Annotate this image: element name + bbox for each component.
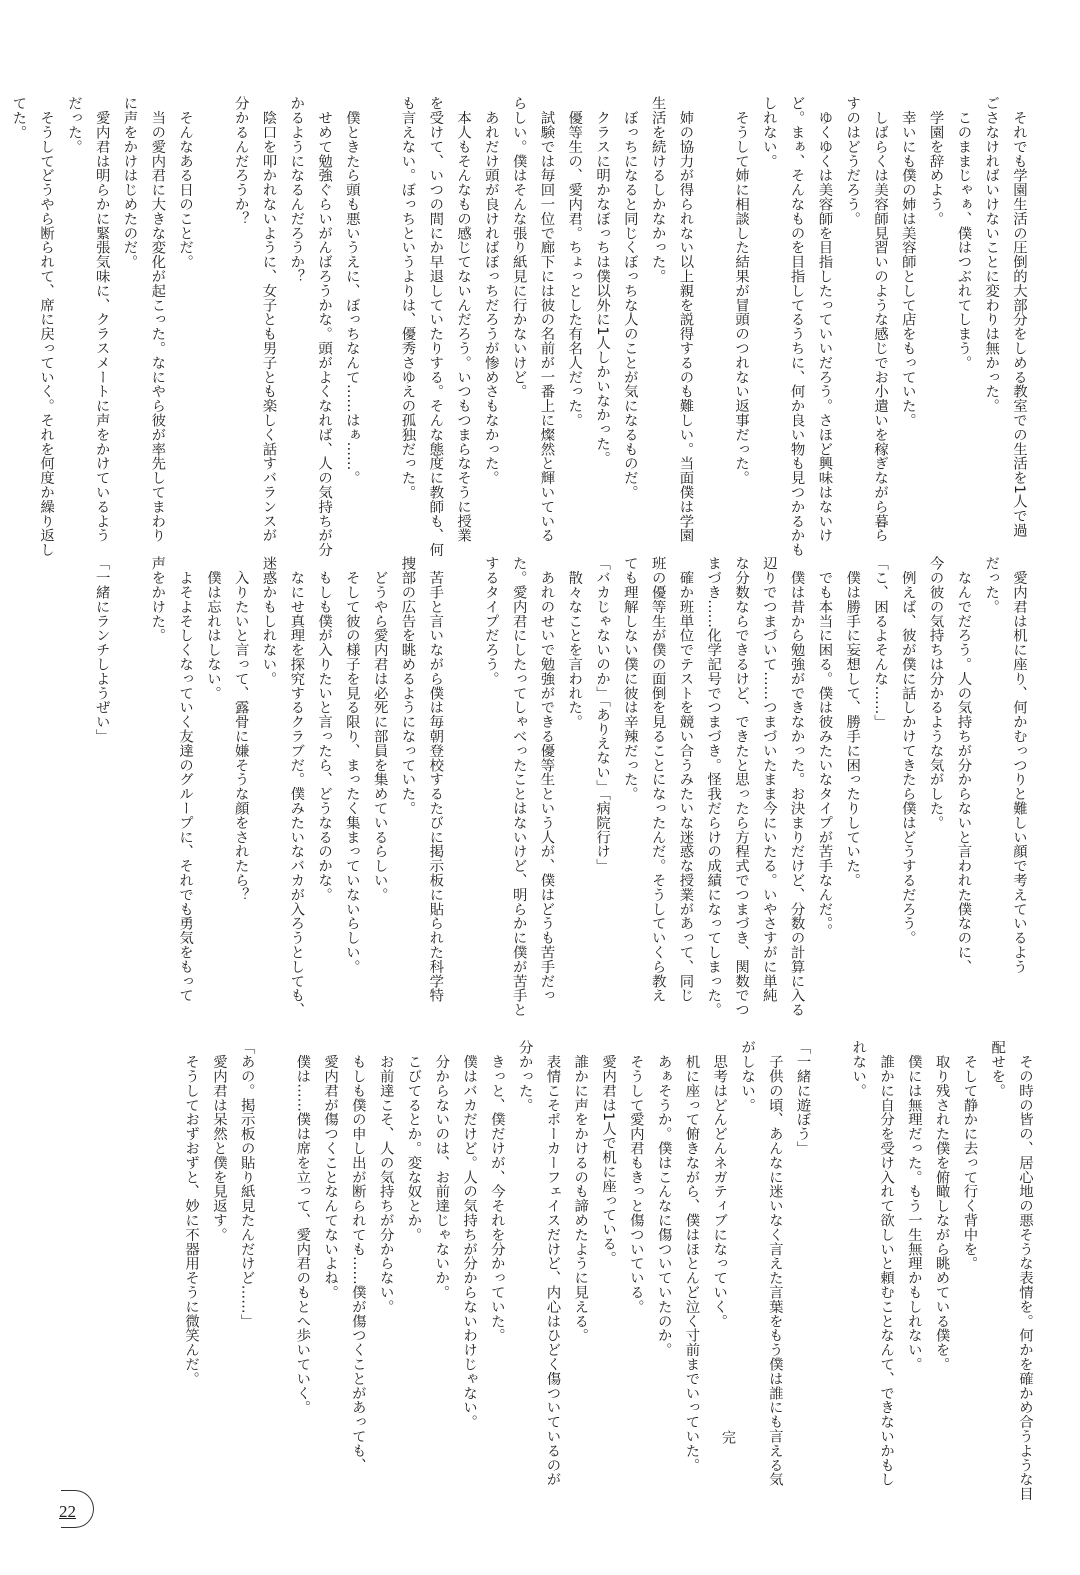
text-line: を受けて、いつの間にか早退していたりする。そんな態度に教師も、何	[427, 96, 444, 557]
text-line	[365, 96, 393, 536]
text-line: なんでだろう。人の気持ちが分からないと言われた僕なのに、	[955, 556, 972, 974]
text-line: きっと、僕だけが、今それを分かっていた。	[488, 1040, 505, 1343]
text-line: 学園を辞めよう。	[927, 96, 944, 226]
text-line: もしも僕の申し出が断られても……僕が傷つくことがあっても、	[349, 1040, 366, 1472]
text-line: 生活を続けるしかなかった。	[649, 96, 666, 284]
text-line: も言えない。ぼっちというよりは、優秀さゆえの孤独だった。	[399, 96, 416, 500]
text-line	[198, 96, 226, 536]
text-line: どうやら愛内君は必死に部員を集めているらしい。	[371, 556, 388, 902]
text-line: そうして愛内君もきっと傷ついている。	[627, 1040, 644, 1314]
text-line: がしない。	[739, 1040, 756, 1112]
text-line: このままじゃぁ、僕はつぶれてしまう。	[955, 96, 972, 370]
text-line: 愛内君は1人で机に座っている。	[600, 1040, 617, 1266]
text-line: その時の皆の、居心地の悪そうな表情を。何かを確かめ合うような目	[1017, 1040, 1033, 1501]
text-line: 思考はどんどんネガティブになっていく。	[711, 1040, 728, 1328]
text-line: 取り残された僕を俯瞰しながら眺めている僕を。	[933, 1040, 950, 1372]
text-line: 当の愛内君に大きな変化が起こった。なにやら彼が率先してまわり	[149, 96, 166, 543]
text-line: 愛内君は明らかに緊張気味に、クラスメートに声をかけているよう	[93, 96, 110, 543]
text-line: それでも学園生活の圧倒的大部分をしめる教室での生活を1人で過	[1011, 96, 1027, 538]
text-line: ぼっちになると同じくぼっちな人のことが気になるものだ。	[621, 96, 638, 500]
text-line: ごさなければいけないことに変わりは無かった。	[983, 96, 1000, 413]
text-line: かるようになるんだろうか？	[288, 96, 305, 284]
text-line: するタイプだろう。	[482, 556, 499, 686]
text-line: 辺りでつまづいて……つまづいたまま今にいたる。いやさすがに単純	[760, 556, 777, 1003]
text-line: 声をかけた。	[149, 556, 166, 643]
text-line: 「一緒に遊ぼう」	[794, 1040, 811, 1156]
text-line: 僕は忘れはしない。	[204, 556, 221, 700]
text-line: 今の彼の気持ちは分かるような気がした。	[927, 556, 944, 830]
text-line: 愛内君は机に座り、何かむっつりと難しい顔で考えているよう	[1011, 556, 1027, 974]
text-line: 「こ、困るよそんな……」	[872, 556, 889, 729]
text-line: 「一緒にランチしようぜい」	[93, 556, 110, 744]
text-line: せめて勉強ぐらいがんばろうかな。頭がよくなれば、人の気持ちが分	[316, 96, 333, 557]
text-line: 表情こそポーカーフェイスだけど、内心はひどく傷ついているのが	[544, 1040, 561, 1487]
text-line: 僕は……僕は席を立って、愛内君のもとへ歩いていく。	[294, 1040, 311, 1415]
text-line: 「バカじゃないのか」「ありえない」「病院行け」	[594, 556, 611, 873]
text-line: クラスに明かなぼっちは僕以外に1人しかいなかった。	[594, 96, 611, 466]
text-line: 例えば、彼が僕に話しかけてきたら僕はどうするだろう。	[899, 556, 916, 945]
text-line: そして彼の様子を見る限り、まったく集まっていないらしい。	[343, 556, 360, 974]
text-line: ゆくゆくは美容師を目指したっていいだろう。さほど興味はないけ	[816, 96, 833, 543]
text-block-middle	[87, 556, 1032, 1016]
page-number-text: 22	[59, 1502, 76, 1521]
text-line	[448, 556, 476, 1016]
text-line: しばらくは美容師見習いのような感じでお小遣いを稼ぎながら暮ら	[872, 96, 889, 543]
text-line: そうしてどうやら断られて、席に戻っていく。それを何度か繰り返し	[38, 96, 55, 557]
text-line: 姉の協力が得られない以上親を説得するのも難しい。当面僕は学園	[677, 96, 694, 543]
text-line: 子供の頃、あんなに迷いなく言えた言葉をもう僕は誰にも言える気	[766, 1040, 783, 1487]
text-line: 誰かに声をかけるのも諦めたように見える。	[572, 1040, 589, 1343]
text-line: そして静かに去って行く背中を。	[961, 1040, 978, 1271]
text-line	[115, 556, 143, 1016]
text-line	[816, 1040, 844, 1410]
text-line: しれない。	[760, 96, 777, 168]
text-line: 確か班単位でテストを競い合うみたいな迷惑な授業があって、同じ	[677, 556, 694, 1003]
text-line: よそよそしくなっていく友達のグループに、それでも勇気をもって	[177, 556, 194, 1003]
text-line: あれだけ頭が良ければぼっちだろうが惨めさもなかった。	[482, 96, 499, 485]
text-line: もしも僕が入りたいと言ったら、どうなるのかな。	[316, 556, 333, 902]
text-line: 試験では毎回一位で廊下には彼の名前が一番上に燦然と輝いている	[538, 96, 555, 543]
text-line: 本人もそんなもの感じてないんだろう。いつもつまらなそうに授業	[455, 96, 472, 543]
text-line: 机に座って俯きながら、僕はほとんど泣く寸前までいっていた。	[683, 1040, 700, 1472]
text-line: そんなある日のことだ。	[177, 96, 194, 269]
text-line: あれのせいで勉強ができる優等生という人が、僕はどうも苦手だっ	[538, 556, 555, 1003]
text-line: あぁそうか。僕はこんなに傷ついていたのか。	[655, 1040, 672, 1357]
text-line: まづき……化学記号でつまづき。怪我だらけの成績になってしまった。	[705, 556, 722, 1017]
text-line: だった。	[983, 556, 1000, 614]
text-line	[698, 96, 726, 536]
text-line: てた。	[10, 96, 27, 140]
text-line: そうして姉に相談した結果が冒頭のつれない返事だった。	[733, 96, 750, 485]
text-line: でも本当に困る。僕は彼みたいなタイプが苦手なんだ。。	[816, 556, 833, 938]
text-line: お前達こそ、人の気持ちが分からない。	[377, 1040, 394, 1314]
text-line: に声をかけはじめたのだ。	[121, 96, 138, 269]
text-line: 愛内君が傷つくことなんてないよね。	[322, 1040, 339, 1300]
text-line: 僕ときたら頭も悪いうえに、ぼっちなんて……はぁ……。	[343, 96, 360, 485]
text-line: 誰かに自分を受け入れて欲しいと頼むことなんて、できないかもし	[878, 1040, 895, 1487]
text-line: ど。まぁ、そんなものを目指してるうちに、何か良い物も見つかるかも	[788, 96, 805, 557]
text-line: 僕には無理だった。もう一生無理かもしれない。	[905, 1040, 922, 1372]
text-line: 迷惑かもしれない。	[260, 556, 277, 686]
text-line: 班の優等生が僕の面倒を見ることになったんだ。そうしていくら教え	[649, 556, 666, 1003]
text-line: だった。	[65, 96, 82, 154]
text-line	[260, 1040, 288, 1410]
text-line: ても理解しない僕に彼は辛辣だった。	[621, 556, 638, 801]
text-line: すのはどうだろう。	[844, 96, 861, 226]
text-line: こびてるとか。変な奴とか。	[405, 1040, 422, 1242]
text-line: 僕は勝手に妄想して、勝手に困ったりしていた。	[844, 556, 861, 888]
text-line: 入りたいと言って、露骨に嫌そうな顔をされたら？	[232, 556, 249, 902]
text-line: 愛内君は呆然と僕を見返す。	[210, 1040, 227, 1242]
text-line: 分かるんだろうか？	[232, 96, 249, 226]
text-line: 分かった。	[516, 1040, 533, 1112]
text-line: らしい。僕はそんな張り紙見に行かないけど。	[510, 96, 527, 399]
text-line: 分からないのは、お前達じゃないか。	[433, 1040, 450, 1300]
text-line: 僕は昔から勉強ができなかった。お決まりだけど、分数の計算に入る	[788, 556, 805, 1017]
page-number	[55, 1490, 99, 1530]
text-line: 散々なことを言われた。	[566, 556, 583, 729]
end-mark: 完	[720, 1430, 736, 1444]
text-line: な分数ならできるけど、できたと思ったら方程式でつまづき、関数でつ	[733, 556, 750, 1017]
text-line: 配せを。	[989, 1040, 1006, 1098]
text-line: 幸いにも僕の姉は美容師として店をもっていた。	[899, 96, 916, 428]
text-line: れない。	[850, 1040, 867, 1098]
text-line: た。愛内君にしたってしゃべったことはないけど、明らかに僕が苦手と	[510, 556, 527, 1017]
text-line: 陰口を叩かれないように、女子とも男子とも楽しく話すバランスが	[260, 96, 277, 543]
text-line: 僕はバカだけど。人の気持ちが分からないわけじゃない。	[461, 1040, 478, 1429]
text-line: 優等生の、愛内君。ちょっとした有名人だった。	[566, 96, 583, 428]
text-line: なにせ真理を探究するクラブだ。僕みたいなバカが入ろうとしても、	[288, 556, 305, 1017]
text-block-bottom	[176, 1040, 1038, 1501]
text-line: そうしておずおずと、妙に不器用そうに微笑んだ。	[183, 1040, 200, 1386]
text-block-top	[4, 96, 1032, 557]
text-line: 「あの。掲示板の貼り紙見たんだけど……」	[238, 1040, 255, 1328]
text-line: 苦手と言いながら僕は毎朝登校するたびに掲示板に貼られた科学特	[427, 556, 444, 1003]
text-line: 捜部の広告を眺めるようになっていた。	[399, 556, 416, 816]
